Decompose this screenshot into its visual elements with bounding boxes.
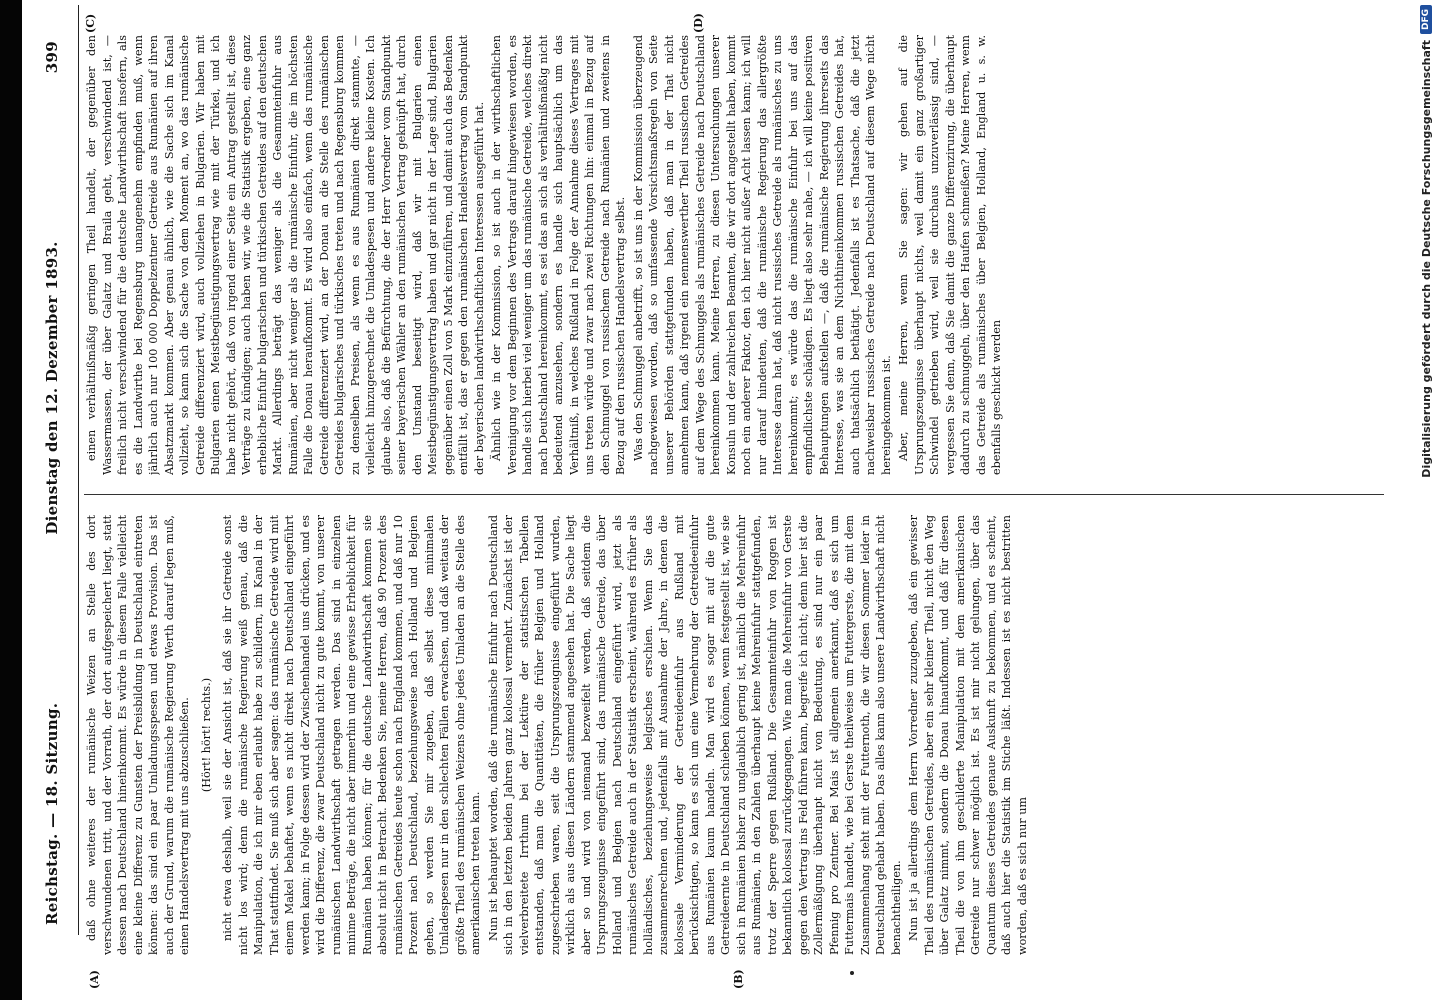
text-column-left: [84, 515, 1389, 955]
scan-edge: [0, 0, 22, 1000]
margin-dot: [850, 971, 854, 975]
newspaper-page: [32, 5, 1402, 995]
margin-marker-a: (A): [88, 970, 101, 989]
paragraph: einen verhältnißmäßig geringen Theil handelt, der gegenüber den Wassermassen, der über Galatz und Braila geht, verschwindend ist, — freilich nicht verschwindend für die deutsche Landwirthschaft insofern, als es die Landwirthe bei Regensburg unangenehm empfinden muß, wenn jährlich auch nur 100 000 Doppelzentner Getreide aus Rumänien auf ihren Absatzmarkt kommen. Aber genau ähnlich, wie die Sache sich im Kanal vollzieht, so kann sich die Sache von dem Moment an, wo das rumänische Getreide differenziert wird, auch vollziehen in Bulgarien. Wir haben mit Bulgarien einen Meistbegünstigungsvertrag wie mit der Türkei, und ich habe nicht gehört, daß von irgend einer Seite ein Antrag gestellt ist, diese Verträge zu kündigen; auch haben wir, wie die Statistik ergeben, eine ganz erhebliche Einfuhr bulgarischen und türkischen Getreides auf den deutschen Markt. Allerdings beträgt das weniger als die Gesammteinfuhr aus Rumänien, aber nicht weniger als die rumänische Einfuhr, die im höchsten Falle die Donau heraufkommt. Es wird also einfach, wenn das rumänische Getreide differenziert wird, an der Donau an die Stelle des rumänischen Getreides bulgarisches und türkisches treten und nach Regensburg kommen zu denselben Preisen, als wenn es aus Rumänien direkt stammte, — vielleicht hinzugerechnet die Umladespesen und andere kleine Kosten. Ich glaube also, daß die Befürchtung, die der Herr Vorredner vom Standpunkt seiner bayerischen Wähler an den rumänischen Vertrag geknüpft hat, durch den Umstand beseitigt wird, daß wir mit Bulgarien einen Meistbegünstigungsvertrag haben und gar nicht in der Lage sind, Bulgarien gegenüber einen Zoll von 5 Mark einzuführen, und damit auch das Bedenken entfällt ist, das er gegen den rumänischen Handelsvertrag vom Standpunkt der bayerischen landwirthschaftlichen Interessen ausgeführt hat.: [85, 35, 486, 475]
margin-marker-b: (B): [732, 969, 745, 989]
column-divider: [84, 494, 1384, 495]
paragraph: nicht etwa deshalb, weil sie der Ansicht ist, daß sie ihr Getreide sonst nicht los wird; denn die rumänische Regierung weiß genau, daß die Manipulation, die ich mir eben erlaubt habe zu schildern, im Kanal in der That stattfindet. Sie muß sich aber sagen: das rumänische Getreide wird mit einem Makel behaftet, wenn es nicht direkt nach Deutschland eingeführt werden kann; in Folge dessen wird der Zwischenhandel uns drücken, und es wird die Differenz, die zwar Deutschland nicht zu gute kommt, von unserer rumänischen Landwirthschaft getragen werden. Das sind in einzelnen minime Beträge, die nicht aber immerhin und eine gewisse Erheblichkeit für Rumänien haben können; für die deutsche Landwirthschaft kommen sie absolut nicht in Betracht. Bedenken Sie, meine Herren, daß 90 Prozent des rumänischen Getreides heute schon nach England kommen, und daß nur 10 Prozent nach Deutschland, beziehungsweise nach Holland und Belgien gehen, so werden Sie mir zugeben, daß selbst diese minimalen Umladespesen nur in den schlechten Fällen erwachsen, und daß weitaus der größte Theil des rumänischen Weizens ohne jedes Umladen an die Stelle des amerikanischen treten kann.: [221, 515, 482, 955]
paragraph: Nun ist behauptet worden, daß die rumänische Einfuhr nach Deutschland sich in den letzten beiden Jahren ganz kolossal vermehrt. Zunächst ist der vielverbreitete Irrthum bei der Lektüre der statistischen Tabellen entstanden, daß man die Quantitäten, die früher Belgien und Holland zugeschrieben waren, seit die Ursprungszeugnisse eingeführt wurden, wirklich als aus diesen Ländern stammend angesehen hat. Die Sache liegt aber so und wird von niemand bezweifelt werden, daß seitdem die Ursprungszeugnisse eingeführt sind, das rumänische Getreide, das über Holland und Belgien nach Deutschland eingeführt wird, jetzt als rumänisches Getreide auch in der Statistik erscheint, während es früher als holländisches, beziehungsweise belgisches erschien. Wenn Sie das zusammenrechnen und, jedenfalls mit Ausnahme der Jahre, in denen die kolossale Verminderung der Getreideeinfuhr aus Rußland mit berücksichtigen, so kann es sich um eine Vermehrung der Getreideeinfuhr aus Rumänien kaum handeln. Man wird es sogar mit auf die gute Getreideernte in Deutschland schieben können, wenn festgestellt ist, wie sie sich in Rumänien bisher zu unglaublich gering ist, nämlich die Mehreinfuhr aus Rumänien, in den Zahlen überhaupt keine Mehreinfuhr stattgefunden, trotz der Sperre gegen Rußland. Die Gesammteinfuhr von Roggen ist bekanntlich kolossal zurückgegangen. Wie man die Mehreinfuhr von Gerste gegen den Vertrag ins Feld führen kann, begreife ich nicht; denn hier ist die Zollermäßigung überhaupt nicht von Bedeutung, es sind nur ein paar Pfennig pro Zentner. Bei Mais ist allgemein anerkannt, daß es sich um Futtermais handelt, wie bei Gerste theilweise um Futtergerste, die mit dem Zusammenhang steht mit der Futternoth, die wir diesen Sommer leider in Deutschland gehabt haben. Das alles kann also unsere Landwirthschaft nicht benachtheiligen.: [486, 515, 903, 955]
margin-marker-d: (D): [692, 13, 705, 33]
text-column-right: [84, 35, 1389, 475]
page-number: 399: [43, 41, 61, 74]
paragraph: Was den Schmuggel anbetrifft, so ist uns in der Kommission überzeugend nachgewiesen worden, daß so umfassende Vorsichtsmaßregeln von Seite unserer Behörden stattgefunden haben, daß man in der That nicht annehmen kann, daß irgend ein nennenswerther Theil russischen Getreides auf dem Wege des Schmuggels als rumänisches Getreide nach Deutschland hereinkommen kann. Meine Herren, zu diesen Untersuchungen unserer Konsuln und der zahlreichen Beamten, die wir dort angestellt haben, kommt noch ein anderer Faktor, den ich hier nicht außer Acht lassen kann; ich will nur darauf hindeuten, daß die rumänische Regierung das allergrößte Interesse daran hat, daß nicht russisches Getreide als rumänisches zu uns hereinkommt; es würde das die rumänische Einfuhr bei uns auf das empfindlichste schädigen. Es liegt also sehr nahe, — ich will keine positiven Behauptungen aufstellen —, daß die rumänische Regierung ihrerseits das Interesse, was sie an dem Nichthineinkommen russischen Getreides hat, auch thatsächlich bethätigt. Jedenfalls ist es Thatsache, daß die jetzt nachweisbar russisches Getreide nach Deutschland auf diesem Wege nicht hereingekommen ist.: [631, 35, 893, 475]
margin-marker-c: (C): [84, 13, 97, 33]
header-session: Reichstag. — 18. Sitzung.: [43, 702, 61, 925]
dfg-logo: DFG: [1420, 5, 1432, 34]
digitization-note: Digitalisierung gefördert durch die Deutsche Forschungsgemeinschaft: [1419, 40, 1432, 478]
paragraph: Nun ist ja allerdings dem Herrn Vorredner zuzugeben, daß ein gewisser Theil des rumänischen Getreides, aber ein sehr kleiner Theil, nicht den Weg über Galatz nimmt, sondern die Donau hinaufkommt, und daß für diesen Theil die von ihm geschilderte Manipulation mit dem amerikanischen Getreide nur schwer möglich ist. Es ist mir nicht gelungen, über das Quantum dieses Getreides genaue Auskunft zu bekommen, und es scheint, daß auch hier die Statistik im Stiche läßt. Indessen ist es nicht bestritten worden, daß es sich nur um: [907, 515, 1029, 955]
digitization-footer: [1416, 5, 1432, 995]
interjection: (Hört! hört! rechts.): [199, 677, 213, 793]
page-header: [32, 5, 72, 995]
paragraph: Aber, meine Herren, wenn Sie sagen: wir gehen auf die Ursprungszeugnisse überhaupt nichts, weil damit ein ganz großartiger Schwindel getrieben wird, weil sie durchaus unzuverlässig sind, — vergessen Sie denn, daß Sie damit die ganze Differenzirung, die überhaupt dadurch zu schmuggeln, über den Haufen schmeißen? Meine Herren, wenn das Getreide als rumänisches über Belgien, Holland, England u. s. w. ebenfalls geschickt werden: [897, 35, 1003, 475]
paragraph: Ähnlich wie in der Kommission, so ist auch in der wirthschaftlichen Vereinigung vor dem Beginnen des Vertrags darauf hingewiesen worden, es handle sich hierbei viel weniger um das rumänische Getreide, welches direkt nach Deutschland hereinkommt, es sei das an sich als verhältnißmäßig nicht bedeutend anzusehen, sondern es handle sich hauptsächlich um das Verhältniß, in welches Rußland in Folge der Annahme dieses Vertrages mit uns treten würde und zwar nach zwei Richtungen hin: einmal in Bezug auf den Schmuggel von russischem Getreide nach Rumänien und zweitens in Bezug auf den russischen Handelsvertrag selbst.: [490, 35, 627, 475]
header-rule: [78, 5, 79, 935]
paragraph: daß ohne weiteres der rumänische Weizen an Stelle des dort verschwundenen tritt, und der Vorrath, der dort aufgespeichert liegt, statt dessen nach Deutschland hineinkommt. Es würde in diesem Falle vielleicht eine kleine Differenz zu Gunsten der Preisbildung in Deutschland eintreten können: das sind ein paar Umladungsspesen und etwas Provision. Das ist auch der Grund, warum die rumänische Regierung Werth darauf legen muß, einen Handelsvertrag mit uns abzuschließen.: [85, 515, 191, 955]
header-date: Dienstag den 12. Dezember 1893.: [43, 241, 61, 535]
